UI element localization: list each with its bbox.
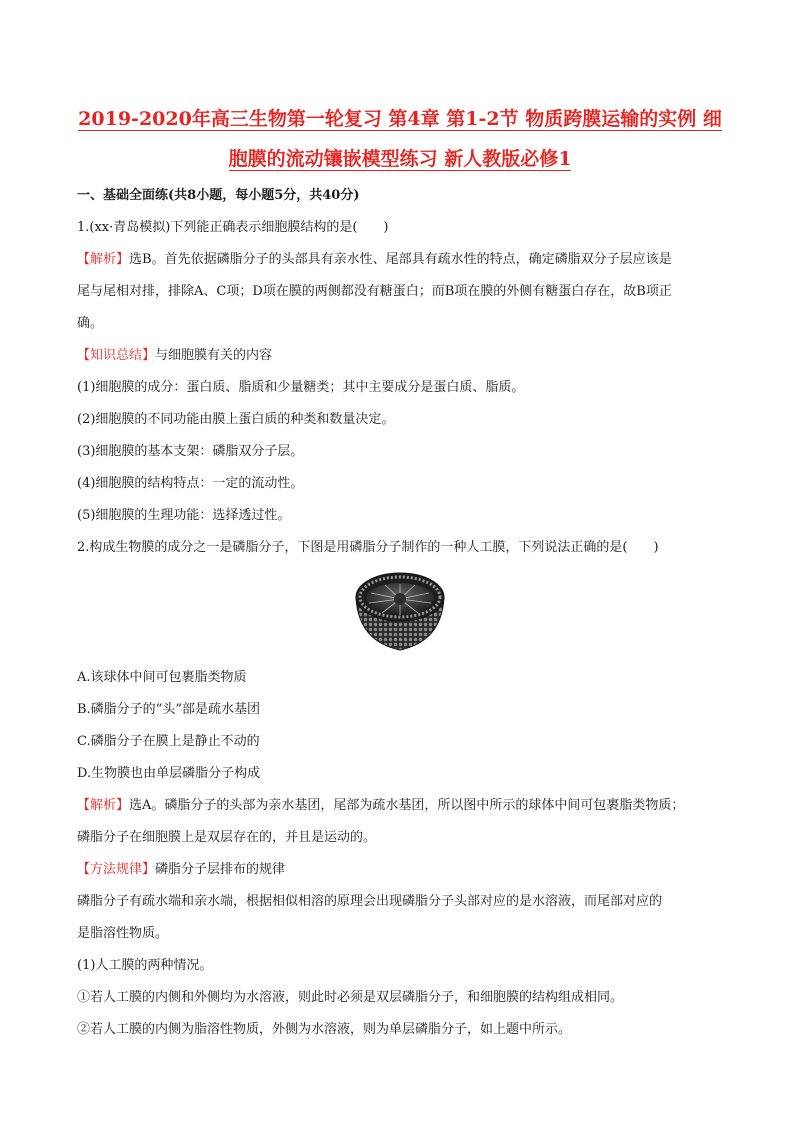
summary-point: (4)细胞膜的结构特点：一定的流动性。: [77, 476, 304, 491]
option-c: C.磷脂分子在膜上是静止不动的: [77, 734, 260, 749]
question-1-analysis-line-1: [77, 252, 672, 268]
summary-point: (1)细胞膜的成分：蛋白质、脂质和少量糖类；其中主要成分是蛋白质、脂质。: [77, 380, 525, 395]
summary-point: (3)细胞膜的基本支架：磷脂双分子层。: [77, 444, 304, 459]
option-b: B.磷脂分子的“头”部是疏水基团: [77, 702, 260, 717]
case-2: ②若人工膜的内侧为脂溶性物质，外侧为水溶液，则为单层磷脂分子，如上题中所示。: [77, 1022, 572, 1037]
title-text-2: 胞膜的流动镶嵌模型练习 新人教版必修1: [228, 148, 572, 170]
option-a: A.该球体中间可包裹脂类物质: [77, 670, 247, 685]
method-rule-line-2: 是脂溶性物质。: [77, 926, 169, 941]
subheading-artificial-membrane: (1)人工膜的两种情况。: [77, 958, 213, 973]
analysis-tag: 【解析】: [77, 798, 130, 813]
document-title-line-2: [60, 148, 740, 170]
question-1-analysis-line-3: 确。: [77, 316, 104, 331]
question-1-analysis-line-2: 尾与尾相对排，排除A、C项；D项在膜的两侧都没有糖蛋白；而B项在膜的外侧有糖蛋白存在，故B项正: [77, 284, 672, 299]
phospholipid-sphere-icon: [353, 567, 447, 653]
artificial-membrane-figure: [353, 567, 447, 653]
document-title-line-1: [60, 108, 740, 130]
knowledge-summary-tag: 【知识总结】: [77, 348, 156, 363]
analysis-tag: 【解析】: [77, 252, 130, 267]
knowledge-summary-heading: [77, 348, 272, 364]
method-rule-title: 磷脂分子层排布的规律: [155, 862, 286, 877]
section-heading: 一、基础全面练(共8小题，每小题5分，共40分): [77, 188, 360, 203]
case-1: ①若人工膜的内侧和外侧均为水溶液，则此时必须是双层磷脂分子，和细胞膜的结构组成相同。: [77, 990, 624, 1005]
method-rule-line-1: 磷脂分子有疏水端和亲水端，根据相似相溶的原理会出现磷脂分子头部对应的是水溶液，而尾部对应的: [77, 894, 663, 909]
method-rule-heading: [77, 862, 285, 878]
summary-point: (5)细胞膜的生理功能：选择透过性。: [77, 508, 291, 523]
method-rule-tag: 【方法规律】: [77, 862, 156, 877]
analysis-text: 选B。首先依据磷脂分子的头部具有亲水性、尾部具有疏水性的特点，确定磷脂双分子层应该是: [129, 252, 672, 267]
question-2-analysis-line-2: 磷脂分子在细胞膜上是双层存在的，并且是运动的。: [77, 830, 377, 845]
question-2-stem: 2.构成生物膜的成分之一是磷脂分子，下图是用磷脂分子制作的一种人工膜，下列说法正确的是( ): [77, 540, 659, 555]
knowledge-summary-title: 与细胞膜有关的内容: [155, 348, 273, 363]
question-2-analysis-line-1: [77, 798, 684, 814]
question-1-stem: 1.(xx·青岛模拟)下列能正确表示细胞膜结构的是( ): [77, 220, 389, 235]
summary-point: (2)细胞膜的不同功能由膜上蛋白质的种类和数量决定。: [77, 412, 395, 427]
title-text-1: 2019-2020年高三生物第一轮复习 第4章 第1-2节 物质跨膜运输的实例 细: [78, 108, 722, 130]
analysis-text: 选A。磷脂分子的头部为亲水基团，尾部为疏水基团，所以图中所示的球体中间可包裹脂类物质；: [129, 798, 685, 813]
option-d: D.生物膜也由单层磷脂分子构成: [77, 766, 261, 781]
